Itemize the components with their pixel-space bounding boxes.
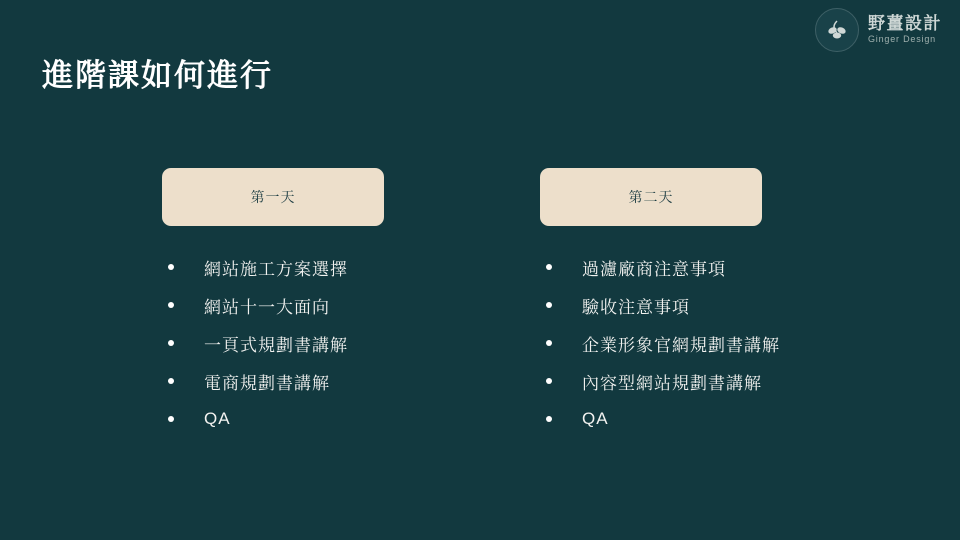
list-item bbox=[162, 400, 384, 438]
logo-wordmark bbox=[868, 15, 942, 44]
list-item-label: 網站十一大面向 bbox=[204, 297, 330, 317]
logo-name-cn: 野薑設計 bbox=[868, 14, 942, 34]
list-item bbox=[540, 248, 762, 286]
list-item-label: 一頁式規劃書講解 bbox=[204, 335, 348, 355]
page-title: 進階課如何進行 bbox=[42, 58, 273, 93]
day-one-list bbox=[162, 248, 384, 438]
bullet-icon bbox=[168, 264, 174, 270]
bullet-icon bbox=[546, 340, 552, 346]
list-item bbox=[540, 286, 762, 324]
list-item-label: 驗收注意事項 bbox=[582, 297, 690, 317]
bullet-icon bbox=[168, 302, 174, 308]
ginger-leaf-icon bbox=[815, 8, 859, 52]
list-item bbox=[540, 400, 762, 438]
schedule-columns bbox=[162, 168, 862, 438]
day-one-header: 第一天 bbox=[162, 168, 384, 226]
list-item-label: QA bbox=[582, 409, 609, 428]
list-item bbox=[162, 286, 384, 324]
bullet-icon bbox=[168, 378, 174, 384]
bullet-icon bbox=[546, 378, 552, 384]
brand-logo bbox=[815, 8, 942, 52]
list-item bbox=[162, 324, 384, 362]
day-two-header: 第二天 bbox=[540, 168, 762, 226]
bullet-icon bbox=[546, 264, 552, 270]
bullet-icon bbox=[546, 302, 552, 308]
bullet-icon bbox=[168, 340, 174, 346]
logo-name-en: Ginger Design bbox=[868, 34, 936, 45]
list-item-label: 企業形象官網規劃書講解 bbox=[582, 335, 780, 355]
bullet-icon bbox=[546, 416, 552, 422]
list-item-label: 內容型網站規劃書講解 bbox=[582, 373, 762, 393]
day-one-column bbox=[162, 168, 384, 438]
list-item bbox=[162, 362, 384, 400]
list-item-label: 電商規劃書講解 bbox=[204, 373, 330, 393]
day-two-column bbox=[540, 168, 780, 438]
list-item-label: 過濾廠商注意事項 bbox=[582, 259, 726, 279]
list-item bbox=[540, 324, 780, 362]
list-item-label: 網站施工方案選擇 bbox=[204, 259, 348, 279]
bullet-icon bbox=[168, 416, 174, 422]
list-item-label: QA bbox=[204, 409, 231, 428]
list-item bbox=[162, 248, 384, 286]
list-item bbox=[540, 362, 762, 400]
day-two-list bbox=[540, 248, 780, 438]
